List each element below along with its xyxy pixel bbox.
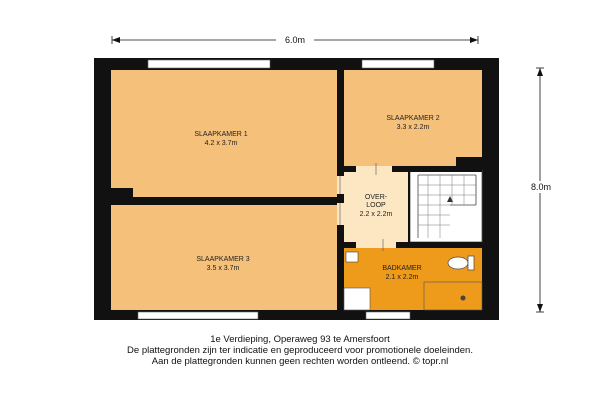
slaapkamer-2-name: SLAAPKAMER 2 xyxy=(386,115,440,122)
shower-drain xyxy=(461,296,466,301)
overloop-name-2: LOOP xyxy=(366,202,386,209)
sink xyxy=(346,252,358,262)
toilet-tank xyxy=(468,256,474,270)
slaapkamer-1-name: SLAAPKAMER 1 xyxy=(194,131,248,138)
badkamer-name: BADKAMER xyxy=(382,265,422,272)
caption-disclaimer: De plattegronden zijn ter indicatie en geproduceerd voor promotionele doeleinden. xyxy=(127,345,473,356)
height-arrow-top xyxy=(537,68,543,76)
caption-address: 1e Verdieping, Operaweg 93 te Amersfoort xyxy=(210,334,390,345)
overloop-size: 2.2 x 2.2m xyxy=(359,211,393,218)
overloop-name-1: OVER- xyxy=(364,194,388,201)
slaapkamer-1-size: 4.2 x 3.7m xyxy=(204,140,238,147)
slaapkamer-3-size: 3.5 x 3.7m xyxy=(206,265,240,272)
wall-notch-left xyxy=(111,188,133,198)
width-dimension-label: 6.0m xyxy=(284,35,306,45)
height-dimension-label: 8.0m xyxy=(530,182,552,192)
width-arrow-left xyxy=(112,37,120,43)
width-arrow-right xyxy=(470,37,478,43)
shower-area xyxy=(424,282,482,310)
slaapkamer-2-size: 3.3 x 2.2m xyxy=(396,124,430,131)
slaapkamer-3-name: SLAAPKAMER 3 xyxy=(196,256,250,263)
bathtub xyxy=(344,288,370,310)
staircase xyxy=(410,170,482,242)
height-arrow-bottom xyxy=(537,304,543,312)
toilet-bowl xyxy=(448,257,468,269)
badkamer-size: 2.1 x 2.2m xyxy=(385,274,419,281)
caption-copyright: Aan de plattegronden kunnen geen rechten worden ontleend. © topr.nl xyxy=(151,356,449,367)
